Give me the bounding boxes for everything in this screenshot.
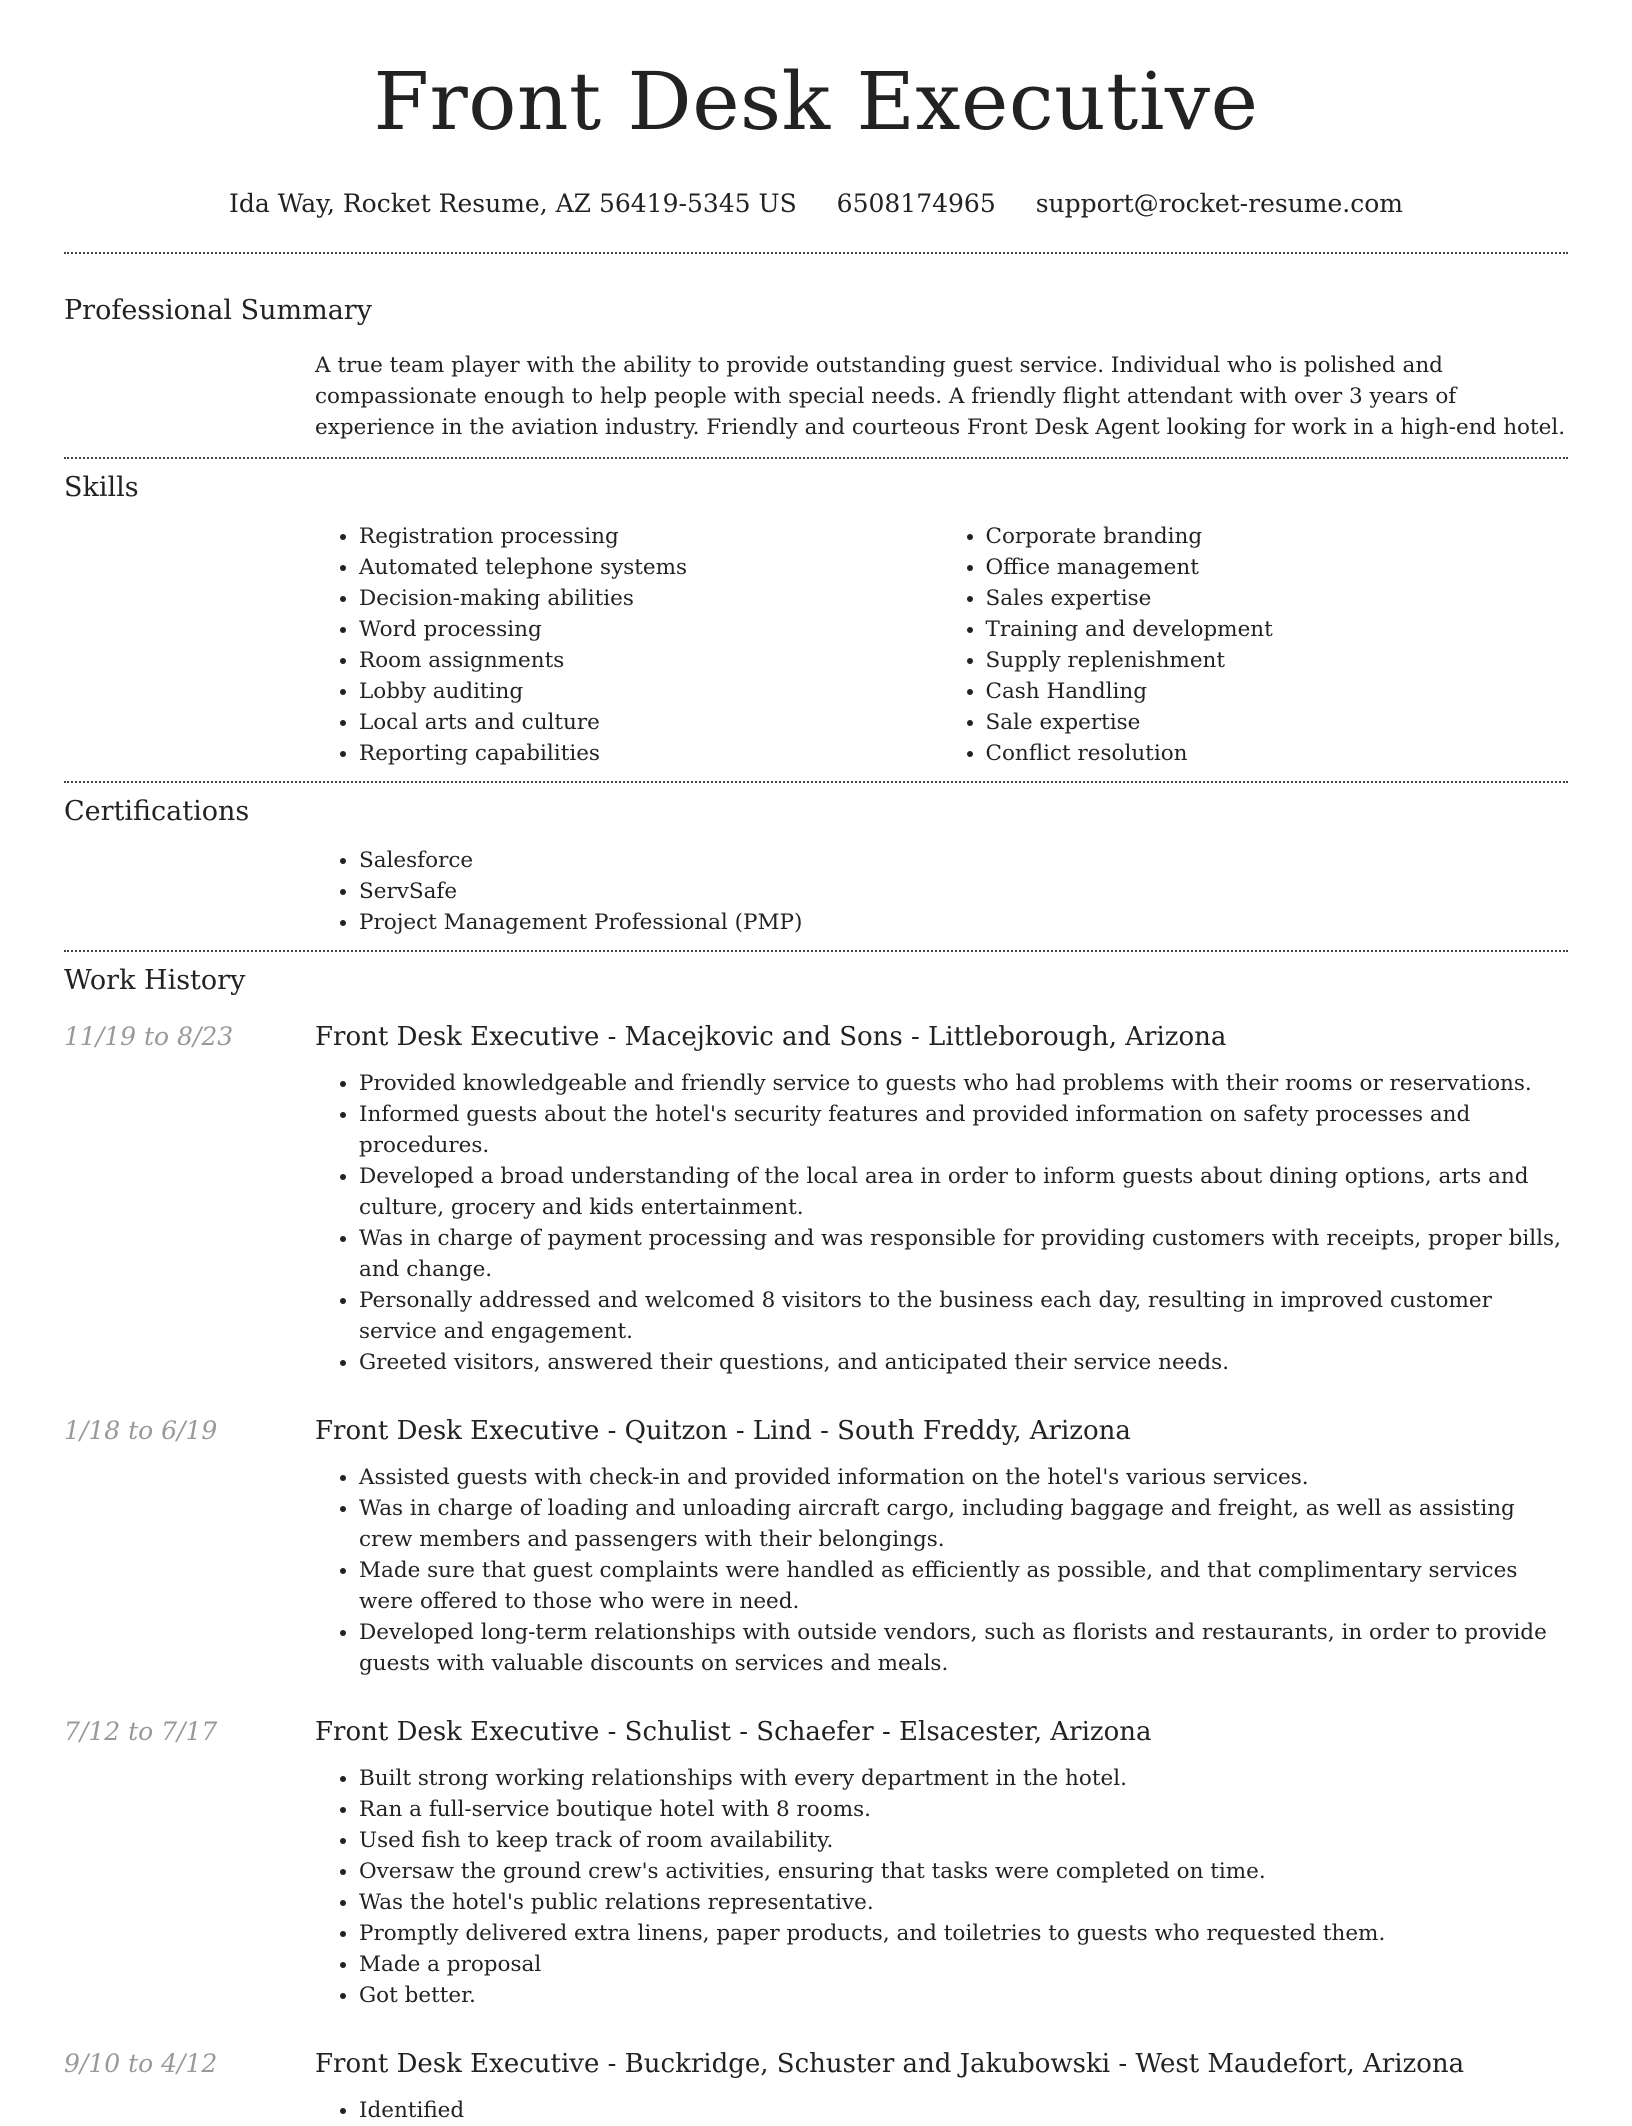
summary-title: Professional Summary	[64, 295, 372, 326]
job-entry	[64, 1715, 1568, 2011]
job-heading: Front Desk Executive - Quitzon - Lind - South Freddy, Arizona	[315, 1416, 1131, 1446]
job-bullet: • Greeted visitors, answered their questions, and anticipated their service needs.	[359, 1347, 1568, 1378]
list-item: • Office management	[986, 552, 1569, 583]
skills-column-left	[315, 521, 942, 769]
skills-list	[315, 521, 1568, 769]
list-item: • Lobby auditing	[359, 676, 942, 707]
certifications-list	[315, 845, 1568, 938]
contact-address: Ida Way, Rocket Resume, AZ 56419-5345 US	[228, 189, 797, 218]
job-entry	[64, 1020, 1568, 1378]
job-bullet: • Used fish to keep track of room availability.	[359, 1825, 1568, 1856]
job-bullets	[315, 1462, 1568, 1679]
list-item: • Training and development	[986, 614, 1569, 645]
work-history-list	[64, 1020, 1568, 2126]
job-dates: 9/10 to 4/12	[64, 2049, 218, 2078]
list-item: • Decision-making abilities	[359, 583, 942, 614]
job-bullet: • Made sure that guest complaints were handled as efficiently as possible, and that complimentary services were offered to those who were in need.	[359, 1555, 1568, 1617]
list-item: • Registration processing	[359, 521, 942, 552]
list-item: • Word processing	[359, 614, 942, 645]
skills-divider	[64, 781, 1568, 783]
job-bullet: • Got better.	[359, 1980, 1568, 2011]
job-bullet: • Assisted guests with check-in and provided information on the hotel's various services.	[359, 1462, 1568, 1493]
job-bullet: • Ran a full-service boutique hotel with 8 rooms.	[359, 1794, 1568, 1825]
job-dates: 11/19 to 8/23	[64, 1022, 234, 1051]
list-item: • Room assignments	[359, 645, 942, 676]
job-heading: Front Desk Executive - Macejkovic and Sons - Littleborough, Arizona	[315, 1022, 1227, 1052]
skills-title: Skills	[64, 472, 139, 503]
work-history-title: Work History	[64, 965, 246, 996]
job-entry	[64, 1414, 1568, 1679]
contact-line	[64, 188, 1568, 220]
job-bullet: • Provided knowledgeable and friendly service to guests who had problems with their rooms or reservations.	[359, 1068, 1568, 1099]
job-bullet: • Identified	[359, 2095, 1568, 2126]
summary-divider	[64, 457, 1568, 459]
list-item: • Local arts and culture	[359, 707, 942, 738]
job-bullet: • Oversaw the ground crew's activities, ensuring that tasks were completed on time.	[359, 1856, 1568, 1887]
list-item: • Project Management Professional (PMP)	[359, 907, 1568, 938]
job-dates: 1/18 to 6/19	[64, 1416, 218, 1445]
job-dates: 7/12 to 7/17	[64, 1717, 218, 1746]
list-item: • Salesforce	[359, 845, 1568, 876]
list-item: • ServSafe	[359, 876, 1568, 907]
header-divider	[64, 252, 1568, 254]
job-heading: Front Desk Executive - Buckridge, Schuster and Jakubowski - West Maudefort, Arizona	[315, 2049, 1465, 2079]
job-body	[315, 2047, 1568, 2126]
job-bullets	[315, 1068, 1568, 1378]
list-item: • Supply replenishment	[986, 645, 1569, 676]
certifications-items	[315, 845, 1568, 938]
list-item: • Automated telephone systems	[359, 552, 942, 583]
job-heading: Front Desk Executive - Schulist - Schaefer - Elsacester, Arizona	[315, 1717, 1152, 1747]
contact-email: support@rocket-resume.com	[1035, 189, 1403, 218]
list-item: • Sale expertise	[986, 707, 1569, 738]
job-bullet: • Informed guests about the hotel's security features and provided information on safety processes and procedures.	[359, 1099, 1568, 1161]
resume-name: Front Desk Executive	[373, 55, 1259, 148]
certifications-divider	[64, 950, 1568, 952]
list-item: • Sales expertise	[986, 583, 1569, 614]
job-bullets	[315, 1763, 1568, 2011]
list-item: • Conflict resolution	[986, 738, 1569, 769]
job-bullet: • Made a proposal	[359, 1949, 1568, 1980]
skills-column-right	[942, 521, 1569, 769]
certifications-title: Certifications	[64, 796, 250, 827]
job-bullet: • Built strong working relationships with every department in the hotel.	[359, 1763, 1568, 1794]
job-bullet: • Developed a broad understanding of the local area in order to inform guests about dining options, arts and culture, grocery and kids entertainment.	[359, 1161, 1568, 1223]
list-item: • Reporting capabilities	[359, 738, 942, 769]
contact-phone: 6508174965	[836, 189, 996, 218]
job-bullet: • Personally addressed and welcomed 8 visitors to the business each day, resulting in improved customer service and engagement.	[359, 1285, 1568, 1347]
job-body	[315, 1715, 1568, 2011]
job-bullets	[315, 2095, 1568, 2126]
job-entry	[64, 2047, 1568, 2126]
list-item: • Cash Handling	[986, 676, 1569, 707]
job-bullet: • Promptly delivered extra linens, paper products, and toiletries to guests who requested them.	[359, 1918, 1568, 1949]
job-body	[315, 1414, 1568, 1679]
summary-text: A true team player with the ability to provide outstanding guest service. Individual who is polished and compassionate enough to help people with special needs. A friendly flight attendant with over 3 years of experience in the aviation industry. Friendly and courteous Front Desk Agent looking for work in a high-end hotel.	[315, 353, 1566, 440]
job-bullet: • Was in charge of payment processing and was responsible for providing customers with receipts, proper bills, and change.	[359, 1223, 1568, 1285]
job-bullet: • Was the hotel's public relations representative.	[359, 1887, 1568, 1918]
job-bullet: • Developed long-term relationships with outside vendors, such as florists and restaurants, in order to provide guests with valuable discounts on services and meals.	[359, 1617, 1568, 1679]
job-bullet: • Was in charge of loading and unloading aircraft cargo, including baggage and freight, as well as assisting crew members and passengers with their belongings.	[359, 1493, 1568, 1555]
job-body	[315, 1020, 1568, 1378]
list-item: • Corporate branding	[986, 521, 1569, 552]
